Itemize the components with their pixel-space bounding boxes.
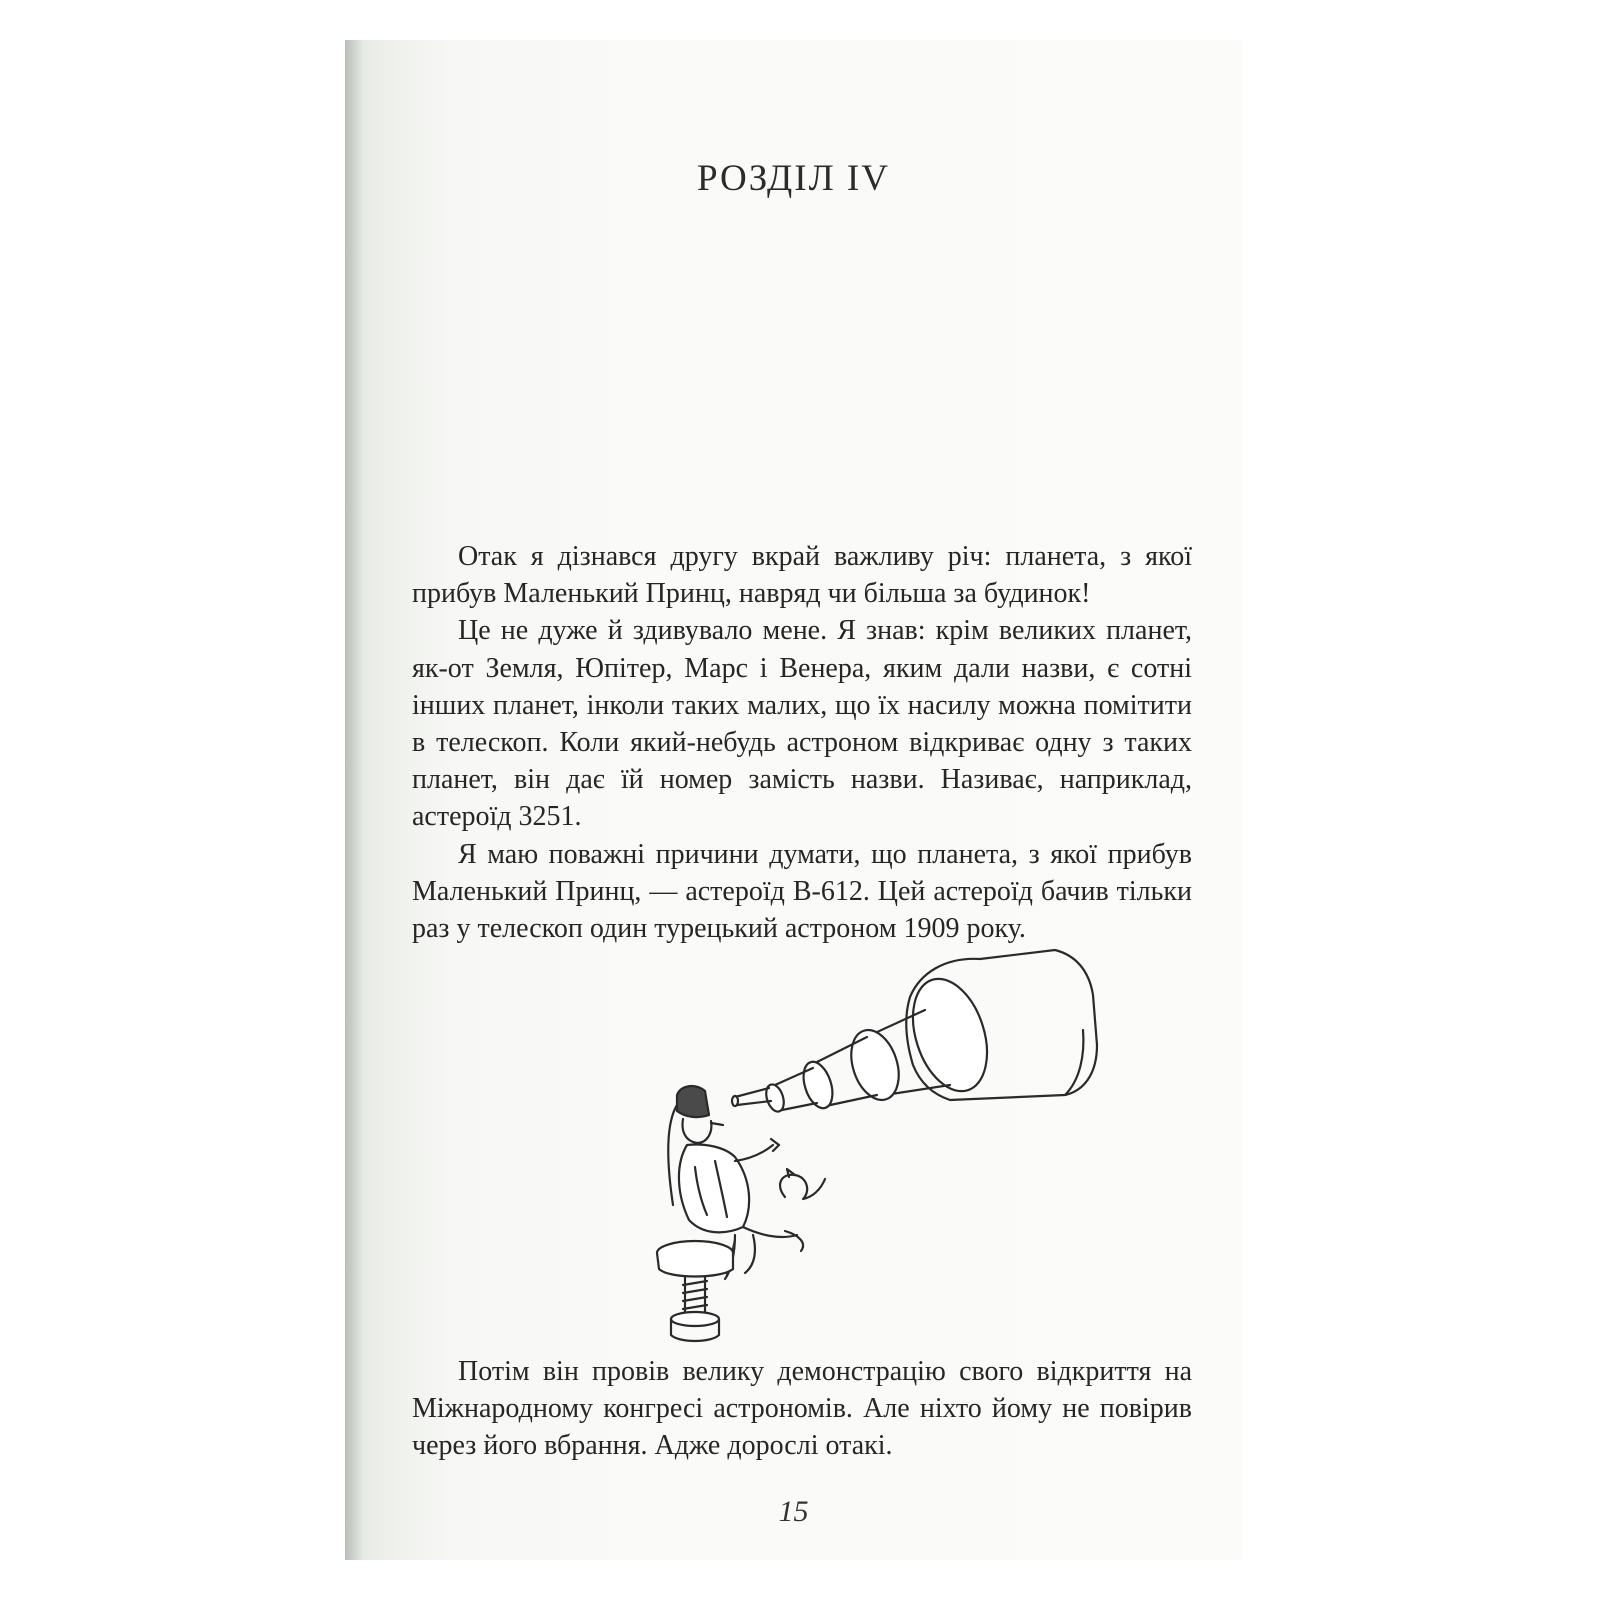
book-page [345, 40, 1242, 1560]
text-block-bottom [412, 1353, 1192, 1465]
text-block-top [412, 538, 1192, 947]
page-number: 15 [778, 1495, 809, 1528]
paragraph-2: Це не дуже й здивувало мене. Я знав: крім великих планет, як-от Земля, Юпітер, Марс і Венера, яким дали назви, є сотні інших планет, інколи таких малих, що їх насилу можна помітити в телескоп. Коли який-небудь астроном відкриває одну з таких планет, він дає їй номер замість назви. Називає, наприклад, астероїд 3251. [412, 615, 1192, 833]
paragraph-3: Я маю поважні причини думати, що планета, з якої прибув Маленький Принц, — астероїд B-612. Цей астероїд бачив тільки раз у телескоп один турецький астроном 1909 року. [412, 838, 1192, 945]
paragraph-1: Отак я дізнався другу вкрай важливу річ: планета, з якої прибув Маленький Принц, навряд чи більша за будинок! [412, 541, 1192, 610]
astronomer-telescope-illustration [585, 935, 1145, 1345]
gutter-shadow [345, 40, 363, 1560]
paragraph-4: Потім він провів велику демонстрацію свого відкриття на Міжнародному конгресі астрономів. Але ніхто йому не повірив через його вбрання. Адже дорослі отакі. [412, 1356, 1192, 1462]
chapter-title: РОЗДІЛ IV [697, 158, 890, 199]
